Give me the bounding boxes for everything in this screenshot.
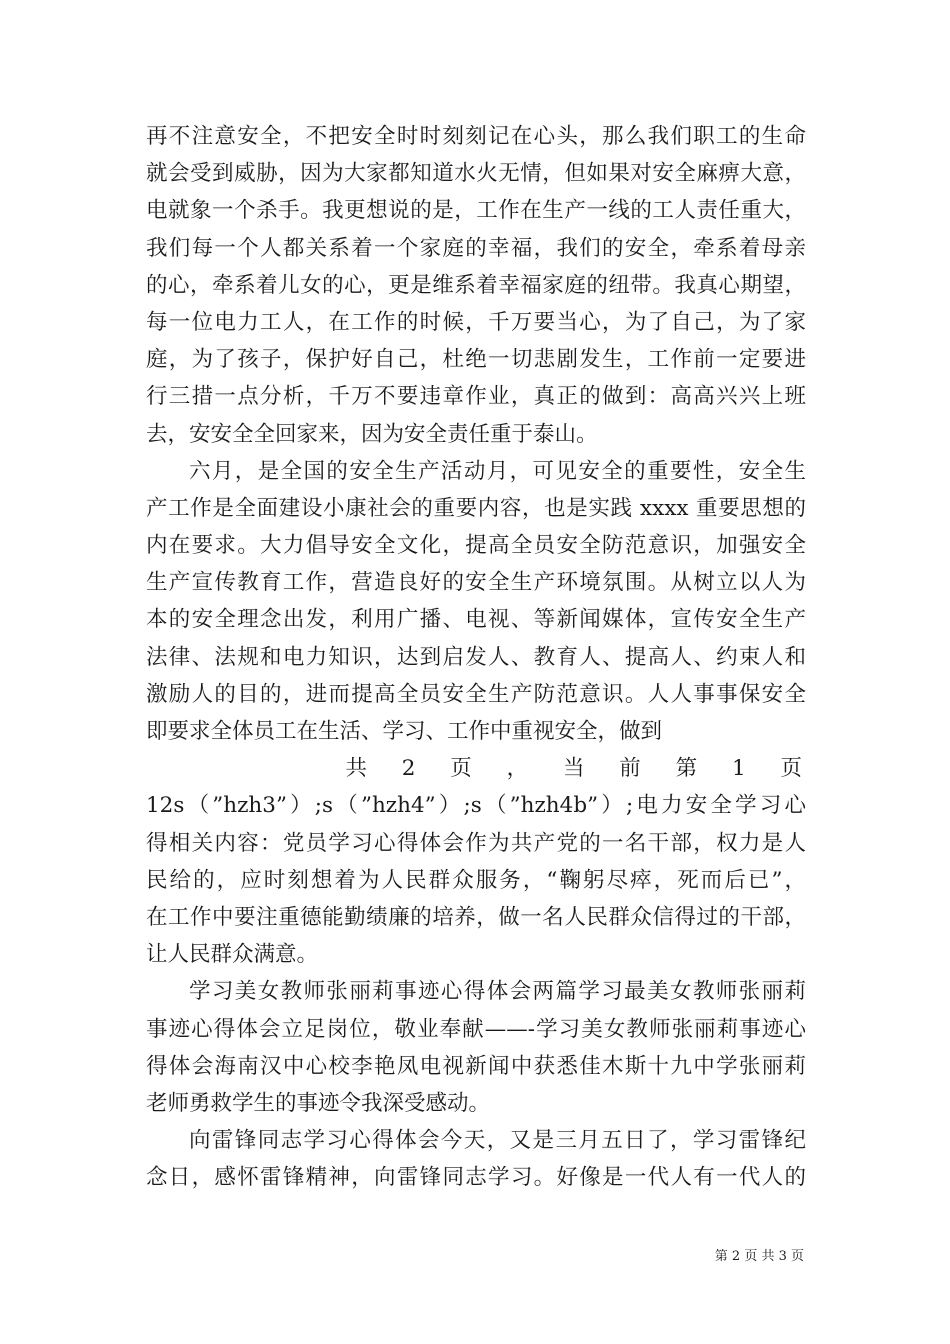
text-line: 再不注意安全，不把安全时时刻刻记在心头，那么我们职工的生命 [146,124,806,149]
text-line: 激励人的目的，进而提高全员安全生产防范意识。人人事事保安全 [146,681,806,707]
text-line: 产工作是全面建设小康社会的重要内容，也是实践 xxxx 重要思想的 [146,495,806,521]
text-line: 得相关内容：党员学习心得体会作为共产党的一名干部，权力是人 [146,830,806,856]
text-line: 事迹心得体会立足岗位，敬业奉献——-学习美女教师张丽莉事迹心 [146,1016,806,1042]
text-line: 让人民群众满意。 [146,942,319,968]
paragraph-first-line: 向雷锋同志学习心得体会今天，又是三月五日了，学习雷锋纪 [189,1128,806,1154]
text-line: 在工作中要注重德能勤绩廉的培养，做一名人民群众信得过的干部， [146,904,806,930]
page-footer: 第 2 页 共 3 页 [714,1249,804,1264]
text-line: 就会受到威胁，因为大家都知道水火无情，但如果对安全麻痹大意， [146,161,806,187]
text-line: 民给的，应时刻想着为人民群众服务，“鞠躬尽瘁，死而后已”， [146,867,806,893]
paragraph-first-line: 六月，是全国的安全生产活动月，可见安全的重要性，安全生 [189,458,806,484]
text-line: 12s（”hzh3”）;s（”hzh4”）;s（”hzh4b”）;电力安全学习心 [146,793,806,819]
text-line: 生产宣传教育工作，营造良好的安全生产环境氛围。从树立以人为 [146,570,806,596]
text-line: 的心，牵系着儿女的心，更是维系着幸福家庭的纽带。我真心期望， [146,272,806,298]
text-line: 行三措一点分析，千万不要违章作业，真正的做到：高高兴兴上班 [146,384,806,410]
text-line: 内在要求。大力倡导安全文化，提高全员安全防范意识，加强安全 [146,533,806,559]
paragraph-first-line: 学习美女教师张丽莉事迹心得体会两篇学习最美女教师张丽莉 [189,979,806,1005]
document-body [146,118,806,1196]
text-line: 我们每一个人都关系着一个家庭的幸福，我们的安全，牵系着母亲 [146,235,806,261]
page-indicator: 共 2 页 ， 当 前 第 1 页 [345,756,806,782]
text-line: 得体会海南汉中心校李艳凤电视新闻中获悉佳木斯十九中学张丽莉 [146,1053,806,1079]
text-line: 每一位电力工人，在工作的时候，千万要当心，为了自己，为了家 [146,309,806,335]
text-line: 去，安安全全回家来，因为安全责任重于泰山。 [146,421,598,447]
text-line: 庭，为了孩子，保护好自己，杜绝一切悲剧发生，工作前一定要进 [146,347,806,373]
text-line: 本的安全理念出发，利用广播、电视、等新闻媒体，宣传安全生产 [146,607,806,633]
text-line: 法律、法规和电力知识，达到启发人、教育人、提高人、约束人和 [146,644,806,670]
text-line: 电就象一个杀手。我更想说的是，工作在生产一线的工人责任重大， [146,198,806,224]
text-line: 即要求全体员工在生活、学习、工作中重视安全，做到 [146,719,663,744]
text-line: 老师勇救学生的事迹令我深受感动。 [146,1090,491,1116]
text-line: 念日，感怀雷锋精神，向雷锋同志学习。好像是一代人有一代人的 [146,1165,806,1191]
